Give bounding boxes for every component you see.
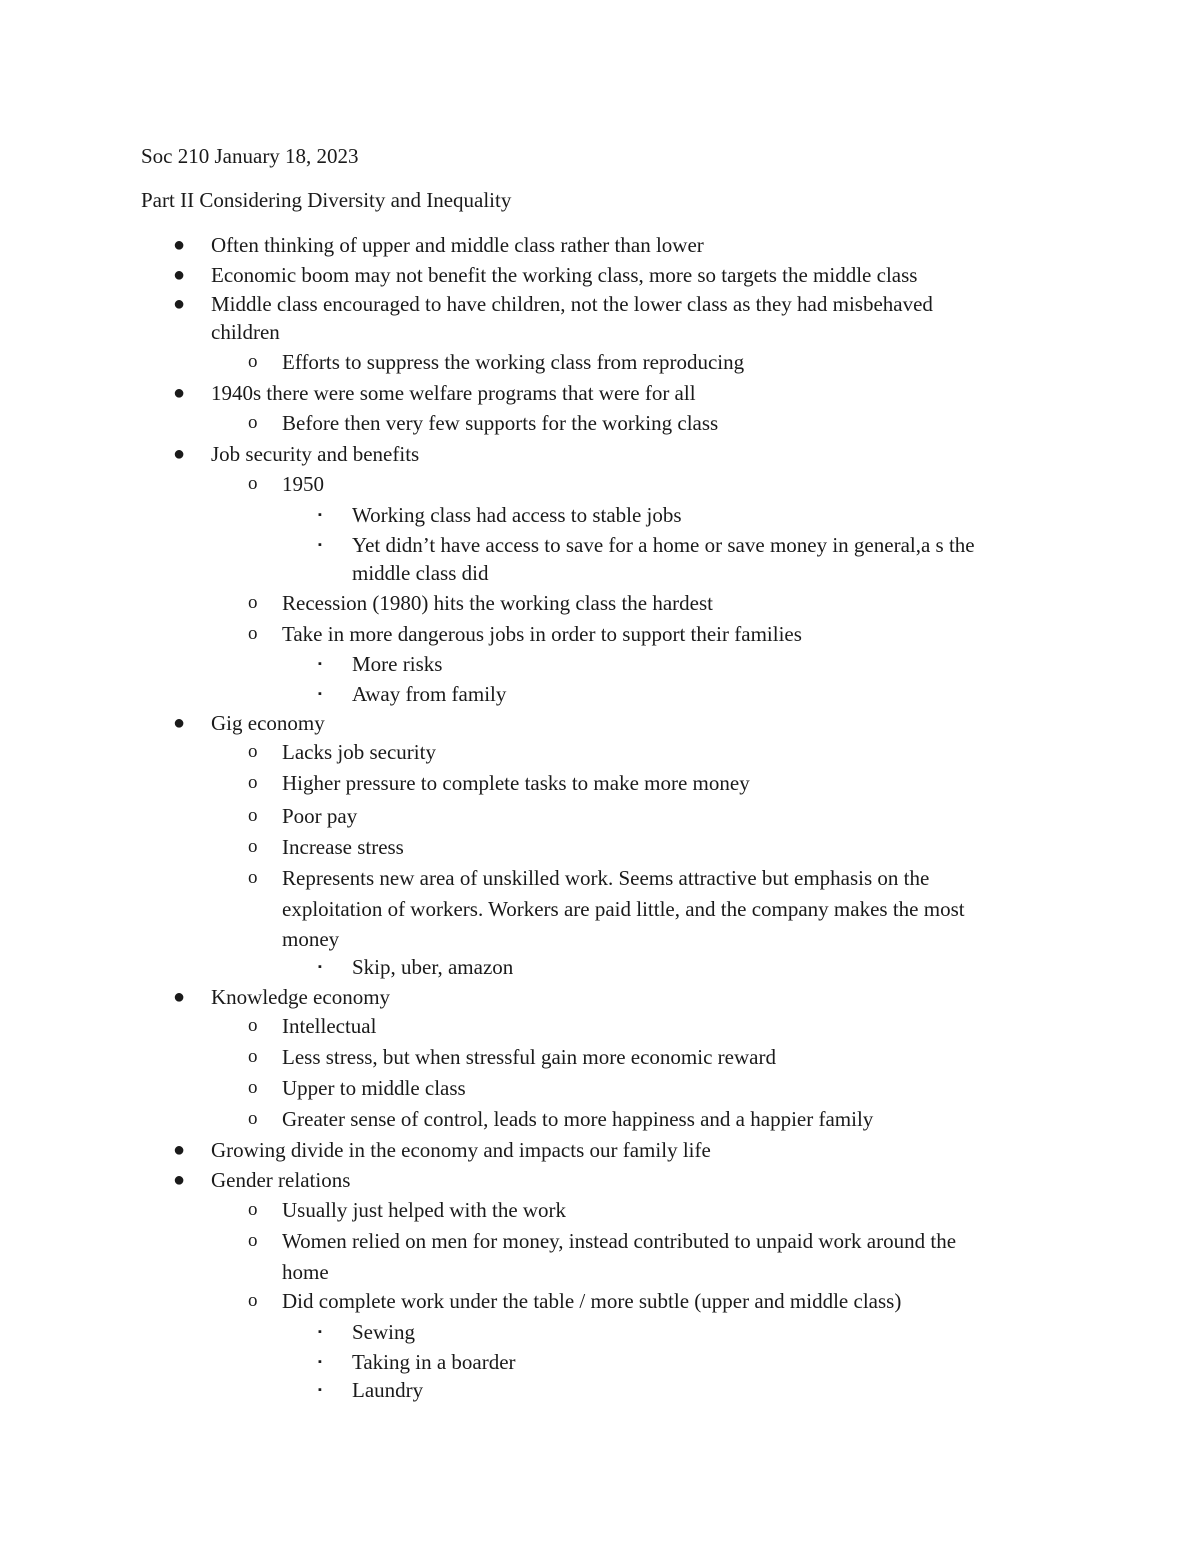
list-item: Skip, uber, amazon bbox=[352, 955, 514, 979]
bullet-circle-marker: o bbox=[248, 1230, 258, 1251]
bullet-square-marker: ▪ bbox=[318, 961, 322, 973]
bullet-square-marker: ▪ bbox=[318, 1326, 322, 1338]
bullet-circle-marker: o bbox=[248, 805, 258, 826]
list-item: Intellectual bbox=[282, 1014, 377, 1038]
bullet-circle-marker: o bbox=[248, 772, 258, 793]
list-item-continuation: children bbox=[211, 320, 280, 344]
list-item: Often thinking of upper and middle class rather than lower bbox=[211, 233, 704, 257]
list-item: Poor pay bbox=[282, 804, 358, 828]
document-header: Soc 210 January 18, 2023 bbox=[141, 144, 359, 168]
bullet-disc-marker: ● bbox=[173, 986, 186, 1008]
bullet-circle-marker: o bbox=[248, 592, 258, 613]
list-item: Greater sense of control, leads to more happiness and a happier family bbox=[282, 1107, 874, 1131]
bullet-circle-marker: o bbox=[248, 351, 258, 372]
list-item: Did complete work under the table / more subtle (upper and middle class) bbox=[282, 1289, 902, 1313]
list-item-continuation: home bbox=[282, 1260, 329, 1284]
list-item: Upper to middle class bbox=[282, 1076, 466, 1100]
bullet-square-marker: ▪ bbox=[318, 1384, 322, 1396]
list-item-continuation: money bbox=[282, 927, 340, 951]
bullet-disc-marker: ● bbox=[173, 443, 186, 465]
bullet-circle-marker: o bbox=[248, 412, 258, 433]
list-item: Less stress, but when stressful gain more economic reward bbox=[282, 1045, 776, 1069]
bullet-circle-marker: o bbox=[248, 741, 258, 762]
bullet-square-marker: ▪ bbox=[318, 1356, 322, 1368]
list-item: Knowledge economy bbox=[211, 985, 391, 1009]
bullet-circle-marker: o bbox=[248, 867, 258, 888]
list-item: Sewing bbox=[352, 1320, 415, 1344]
bullet-disc-marker: ● bbox=[173, 1139, 186, 1161]
bullet-circle-marker: o bbox=[248, 1290, 258, 1311]
list-item: Higher pressure to complete tasks to make more money bbox=[282, 771, 750, 795]
list-item: Usually just helped with the work bbox=[282, 1198, 567, 1222]
bullet-circle-marker: o bbox=[248, 623, 258, 644]
bullet-square-marker: ▪ bbox=[318, 658, 322, 670]
list-item: Laundry bbox=[352, 1378, 424, 1402]
list-item: Gender relations bbox=[211, 1168, 351, 1192]
list-item: Lacks job security bbox=[282, 740, 436, 764]
bullet-square-marker: ▪ bbox=[318, 688, 322, 700]
bullet-disc-marker: ● bbox=[173, 712, 186, 734]
list-item: Taking in a boarder bbox=[352, 1350, 516, 1374]
list-item: Before then very few supports for the working class bbox=[282, 411, 719, 435]
list-item: Gig economy bbox=[211, 711, 325, 735]
list-item: Increase stress bbox=[282, 835, 404, 859]
bullet-square-marker: ▪ bbox=[318, 539, 322, 551]
list-item: Efforts to suppress the working class from reproducing bbox=[282, 350, 745, 374]
list-item: Women relied on men for money, instead contributed to unpaid work around the bbox=[282, 1229, 957, 1253]
bullet-circle-marker: o bbox=[248, 1199, 258, 1220]
bullet-circle-marker: o bbox=[248, 1015, 258, 1036]
list-item: Middle class encouraged to have children, not the lower class as they had misbehaved bbox=[211, 292, 933, 316]
bullet-square-marker: ▪ bbox=[318, 509, 322, 521]
bullet-circle-marker: o bbox=[248, 473, 258, 494]
list-item: Economic boom may not benefit the working class, more so targets the middle class bbox=[211, 263, 918, 287]
list-item: Away from family bbox=[352, 682, 507, 706]
list-item-continuation: exploitation of workers. Workers are paid little, and the company makes the most bbox=[282, 897, 965, 921]
list-item-continuation: middle class did bbox=[352, 561, 489, 585]
list-item: More risks bbox=[352, 652, 443, 676]
bullet-circle-marker: o bbox=[248, 1046, 258, 1067]
bullet-disc-marker: ● bbox=[173, 234, 186, 256]
bullet-circle-marker: o bbox=[248, 1077, 258, 1098]
list-item: Yet didn’t have access to save for a home or save money in general,a s the bbox=[352, 533, 975, 557]
list-item: Working class had access to stable jobs bbox=[352, 503, 682, 527]
bullet-disc-marker: ● bbox=[173, 293, 186, 315]
list-item: 1940s there were some welfare programs that were for all bbox=[211, 381, 696, 405]
list-item: Job security and benefits bbox=[211, 442, 420, 466]
bullet-circle-marker: o bbox=[248, 1108, 258, 1129]
section-title: Part II Considering Diversity and Inequality bbox=[141, 188, 512, 212]
list-item: Recession (1980) hits the working class the hardest bbox=[282, 591, 713, 615]
bullet-disc-marker: ● bbox=[173, 382, 186, 404]
bullet-disc-marker: ● bbox=[173, 1169, 186, 1191]
list-item: 1950 bbox=[282, 472, 324, 496]
list-item: Take in more dangerous jobs in order to support their families bbox=[282, 622, 802, 646]
list-item: Represents new area of unskilled work. Seems attractive but emphasis on the bbox=[282, 866, 930, 890]
bullet-disc-marker: ● bbox=[173, 264, 186, 286]
bullet-circle-marker: o bbox=[248, 836, 258, 857]
list-item: Growing divide in the economy and impacts our family life bbox=[211, 1138, 711, 1162]
